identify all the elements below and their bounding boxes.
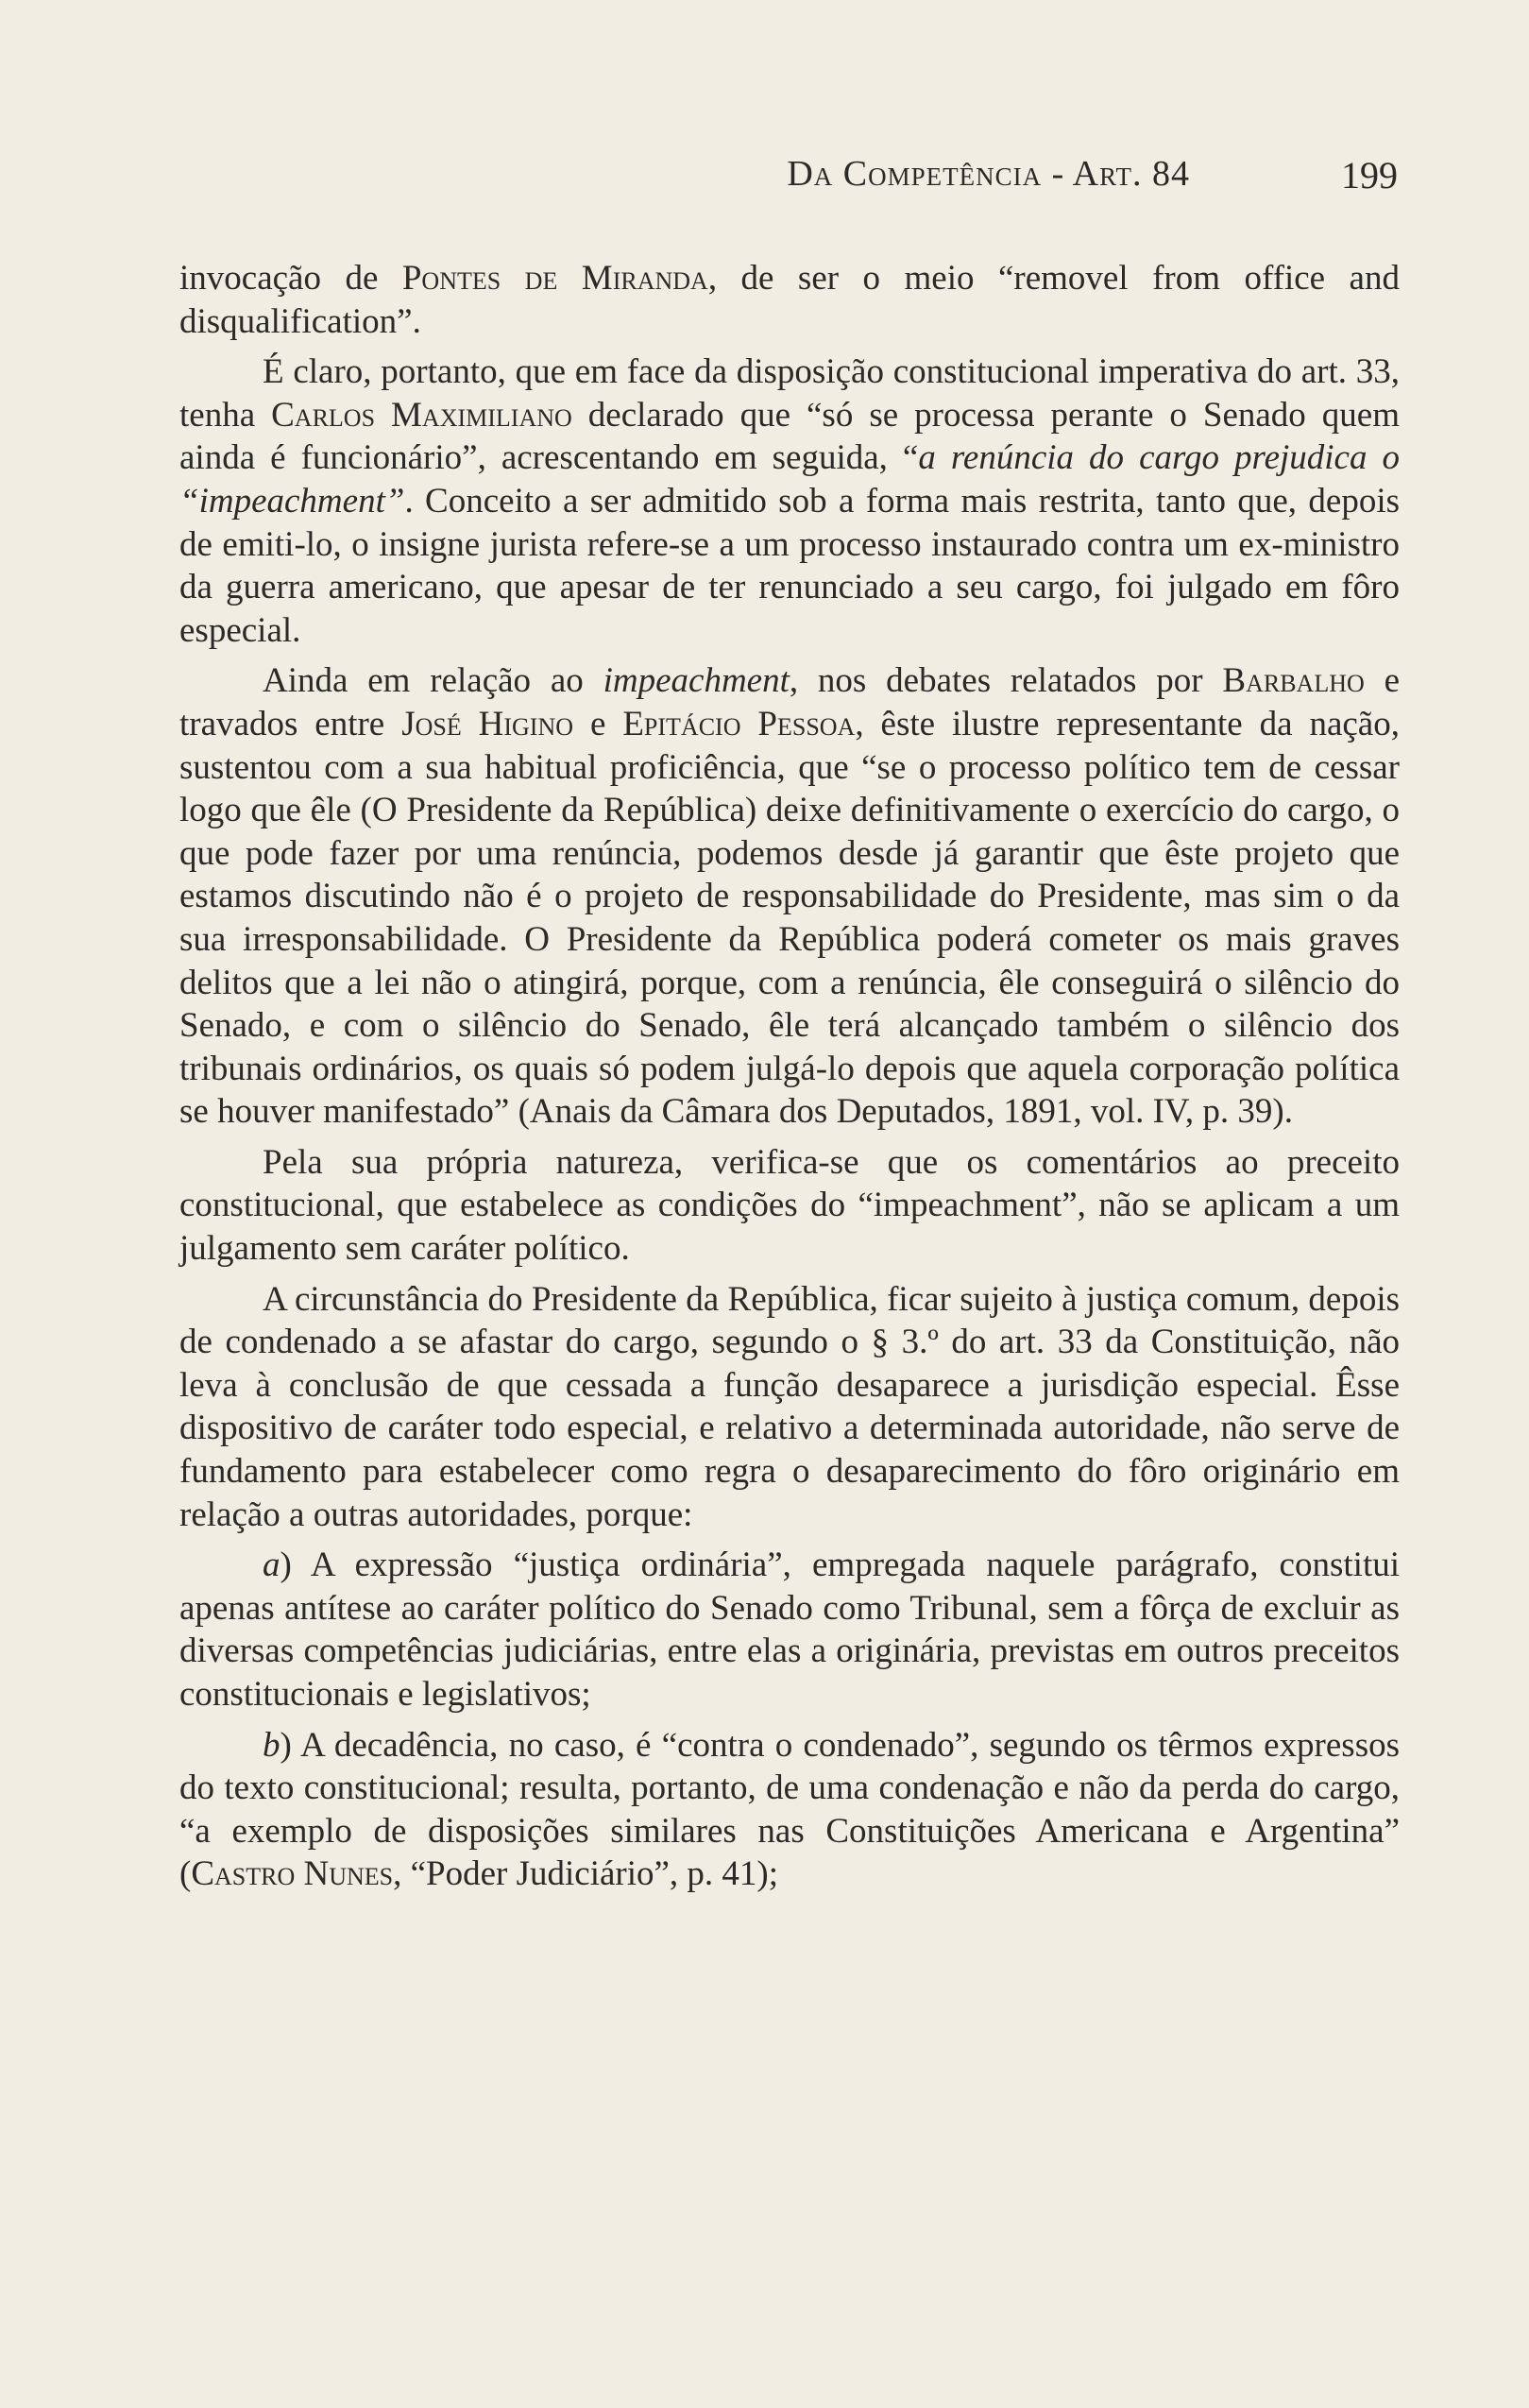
page-header xyxy=(179,153,1398,210)
body-text xyxy=(179,257,1400,1904)
text-run: . Conceito a ser admitido sob a forma mais restrita, tanto que, depois de emiti-lo, o insigne jurista refere-se a um processo instaurado contra um ex-ministro da guerra americano, que apesar de ter renunciado a seu cargo, foi julgado em fôro especial. xyxy=(179,481,1400,650)
text-run: É claro, portanto, que em face da disposição constitucional imperativa do art. 33, tenha xyxy=(179,352,1400,435)
text-run: ) A expressão “justiça ordinária”, empregada naquele parágrafo, constitui apenas antítese ao caráter político do Senado como Tribunal, sem a fôrça de excluir as diversas competências judiciárias, entre elas a originária, previstas em outros preceitos constitucionais e legislativos; xyxy=(179,1546,1400,1714)
text-run: declarado que “só se processa perante o Senado quem ainda é funcionário”, acrescentando em seguida, “ xyxy=(179,395,1401,478)
cited-name: Carlos Maximiliano xyxy=(271,395,572,435)
cited-name: Castro Nunes xyxy=(191,1854,394,1894)
text-run: e travados entre xyxy=(179,661,1400,743)
text-run: , êste ilustre representante da nação, sustentou com a sua habitual proficiência, que “se o processo político tem de cessar logo que êle (O Presidente da República) deixe definitivamente o exercício do cargo, o que pode fazer por uma renúncia, podemos desde já garantir que êste projeto que estamos discutindo não é o projeto de responsabilidade do Presidente, mas sim o da sua irresponsabilidade. O Presidente da República poderá cometer os mais graves delitos que a lei não o atingirá, porque, com a renúncia, êle conseguirá o silêncio do Senado, e com o silêncio do Senado, êle terá alcançado também o silêncio dos tribunais ordinários, os quais só podem julgá-lo depois que aquela corporação política se houver manifestado” (Anais da Câmara dos Deputados, 1891, vol. IV, p. 39). xyxy=(179,704,1400,1132)
paragraph xyxy=(179,1278,1400,1537)
text-run: , nos debates relatados por xyxy=(789,661,1223,701)
running-head: Da Competência - Art. 84 xyxy=(787,154,1190,194)
text-run: , “Poder Judiciário”, p. 41); xyxy=(393,1854,779,1894)
text-run: e xyxy=(573,704,623,743)
paragraph xyxy=(179,257,1400,343)
page-number: 199 xyxy=(1341,154,1398,196)
cited-name: Pontes de Miranda xyxy=(401,259,708,298)
text-run: invocação de xyxy=(179,259,402,298)
paragraph xyxy=(179,1544,1400,1716)
text-run: , de ser o meio “removel from office and disqualification”. xyxy=(179,259,1400,341)
emphasis-text: impeachment xyxy=(603,661,790,701)
cited-name: Epitácio Pessoa xyxy=(622,704,856,743)
text-run: ) A decadência, no caso, é “contra o condenado”, segundo os têrmos expressos do texto constitucional; resulta, portanto, de uma condenação e não da perda do cargo, “a exemplo de disposições similares nas Constituições Americana e Argentina” ( xyxy=(179,1725,1400,1894)
cited-name: José Higino xyxy=(401,704,574,743)
cited-name: Barbalho xyxy=(1222,661,1365,701)
emphasis-text: a renúncia do cargo prejudica o “impeachment” xyxy=(179,438,1400,521)
text-run: A circunstância do Presidente da República, ficar sujeito à justiça comum, depois de condenado a se afastar do cargo, segundo o § 3.º do art. 33 da Constituição, não leva à conclusão de que cessada a função desaparece a jurisdição especial. Êsse dispositivo de caráter todo especial, e relativo a determinada autoridade, não serve de fundamento para estabelecer como regra o desaparecimento do fôro originário em relação a outras autoridades, porque: xyxy=(179,1279,1400,1534)
paragraph xyxy=(179,1141,1400,1271)
text-run: Ainda em relação ao xyxy=(263,661,603,701)
emphasis-text: b xyxy=(263,1725,280,1765)
emphasis-text: a xyxy=(263,1546,280,1585)
text-run: Pela sua própria natureza, verifica-se que os comentários ao preceito constitucional, que estabelece as condições do “impeachment”, não se aplicam a um julgamento sem caráter político. xyxy=(179,1142,1400,1269)
paragraph xyxy=(179,659,1400,1134)
paragraph xyxy=(179,350,1400,652)
paragraph xyxy=(179,1724,1400,1896)
